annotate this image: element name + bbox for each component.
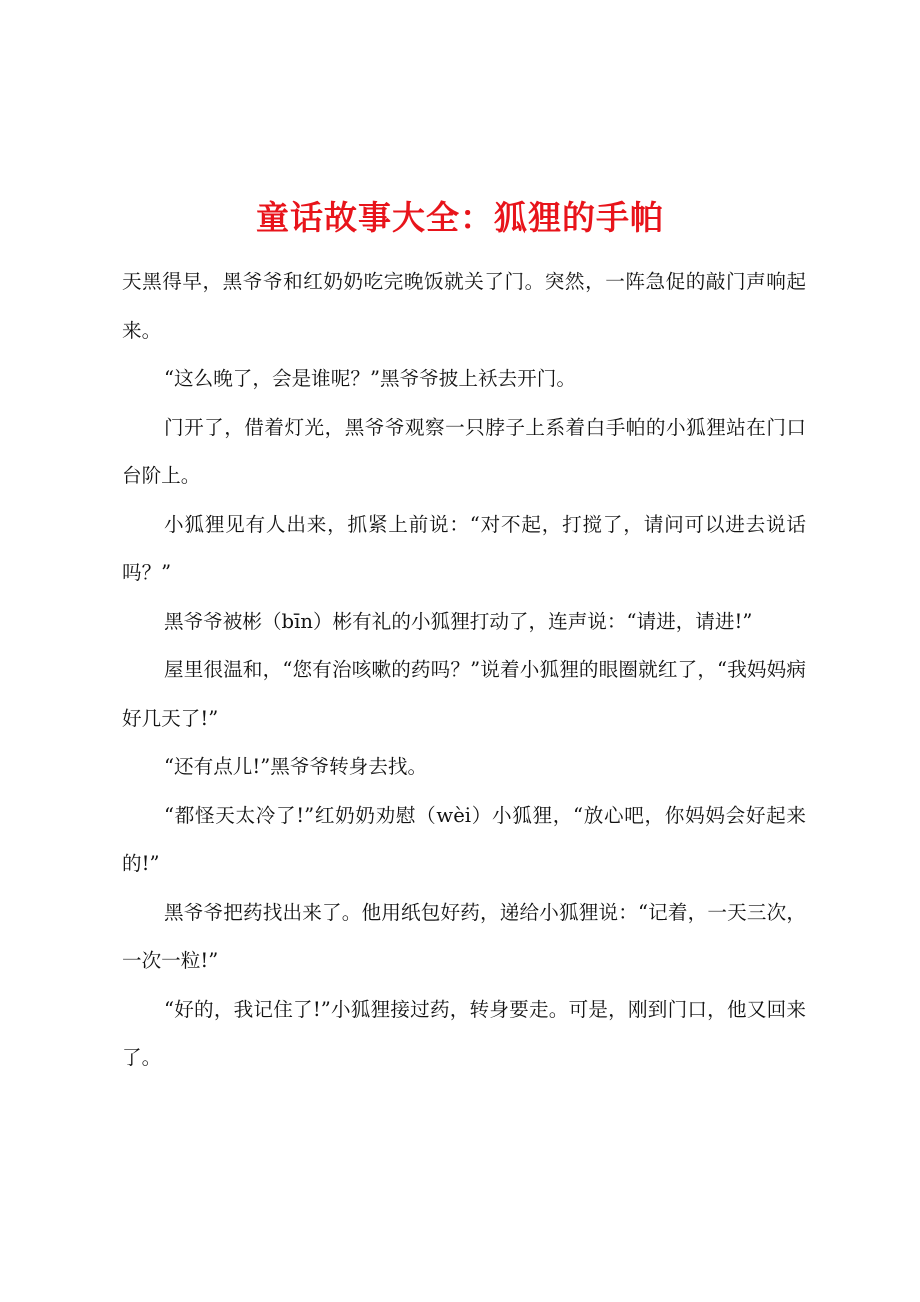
paragraph-2: “这么晚了，会是谁呢？”黑爷爷披上袄去开门。 [164,367,576,390]
paragraph-4: 小狐狸见有人出来，抓紧上前说：“对不起，打搅了，请问可以进去说话吗？” [122,512,806,584]
paragraph-1: 天黑得早，黑爷爷和红奶奶吃完晚饭就关了门。突然，一阵急促的敲门声响起来。 [122,270,806,342]
paragraph-9: 黑爷爷把药找出来了。他用纸包好药，递给小狐狸说：“记着，一天三次，一次一粒!” [122,900,806,972]
paragraph-5: 黑爷爷被彬（bīn）彬有礼的小狐狸打动了，连声说：“请进，请进!” [164,609,753,633]
paragraph-6: 屋里很温和，“您有治咳嗽的药吗？”说着小狐狸的眼圈就红了，“我妈妈病好几天了!” [122,658,806,730]
paragraph-8: “都怪天太冷了!”红奶奶劝慰（wèi）小狐狸，“放心吧，你妈妈会好起来的!” [122,803,806,875]
paragraph-3: 门开了，借着灯光，黑爷爷观察一只脖子上系着白手帕的小狐狸站在门口台阶上。 [122,415,806,487]
paragraph-10: “好的，我记住了!”小狐狸接过药，转身要走。可是，刚到门口，他又回来了。 [122,997,806,1069]
document-body [122,258,806,1083]
document-title: 童话故事大全：狐狸的手帕 [256,198,664,237]
paragraph-7: “还有点儿!”黑爷爷转身去找。 [164,755,428,778]
